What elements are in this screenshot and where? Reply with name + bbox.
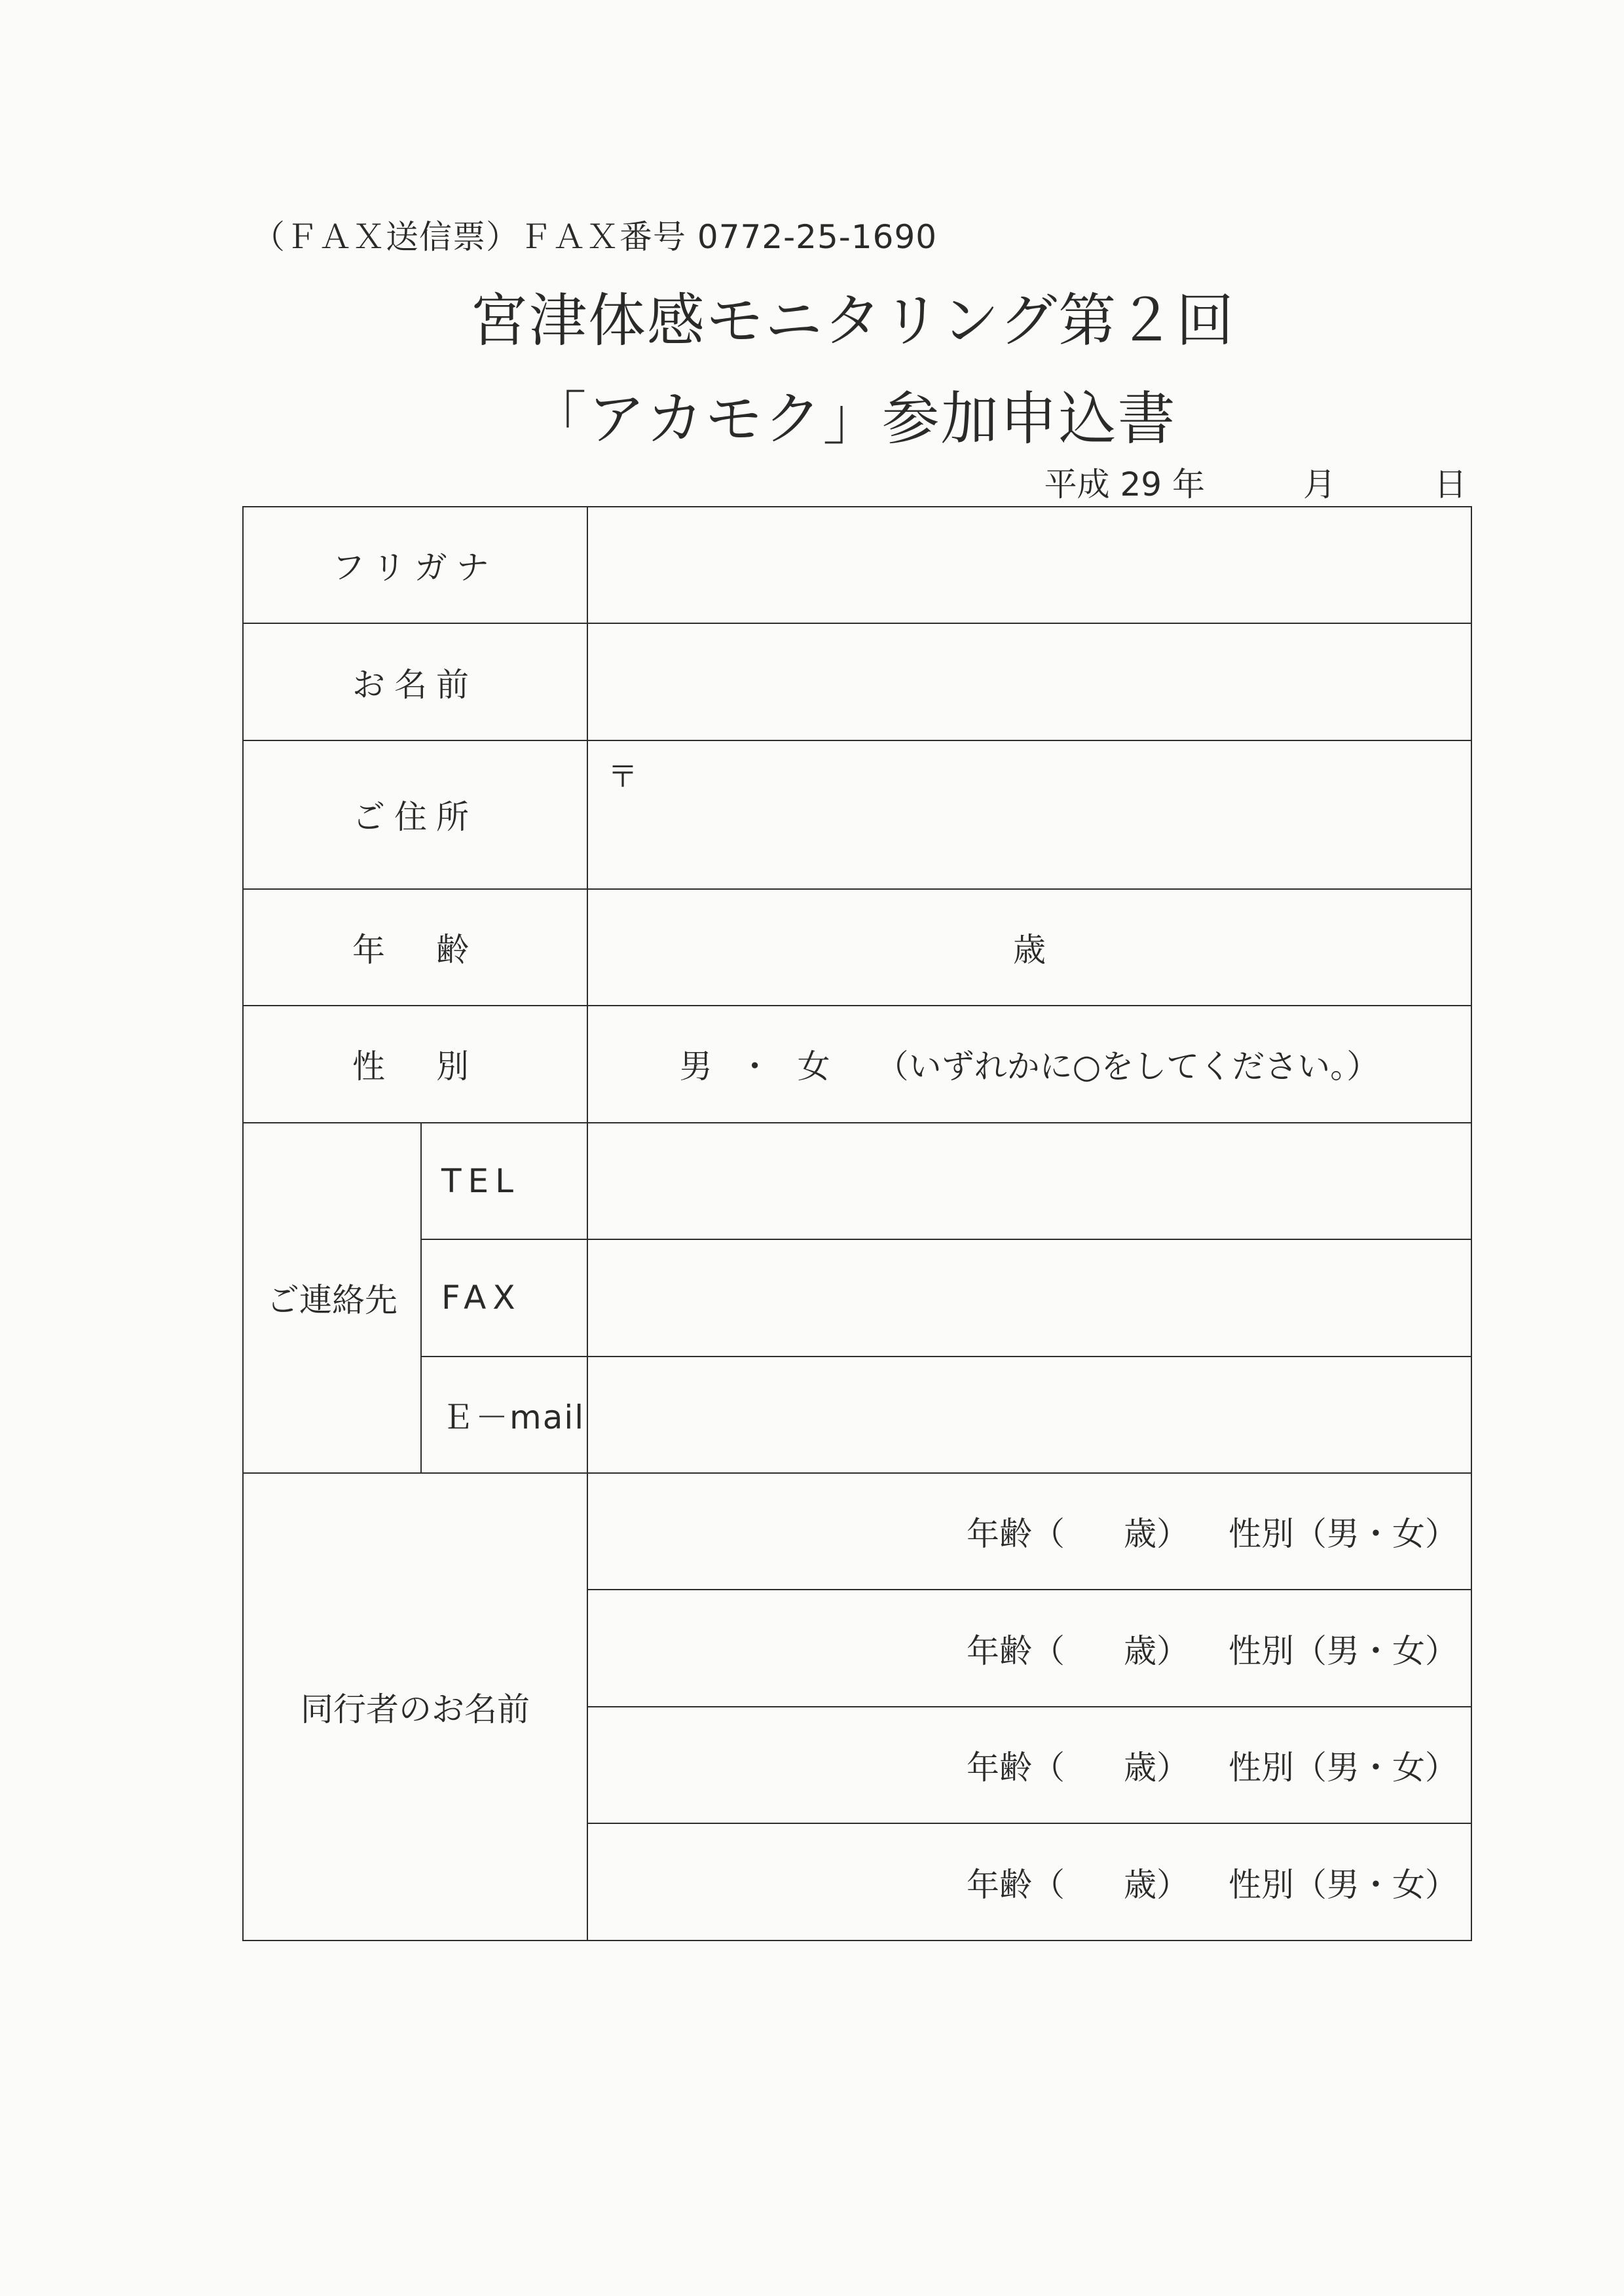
name-label: お名前 (243, 623, 587, 740)
furigana-label: フリガナ (243, 507, 587, 623)
page-title: 宮津体感モニタリング第２回 (470, 287, 1236, 354)
sex-male-option[interactable]: 男 (679, 1048, 712, 1086)
companion-sex: 性別（男・女） (1228, 1749, 1458, 1787)
companion-age: 年齢（ 歳） (967, 1515, 1189, 1554)
fax-header: （ＦＡＸ送信票）ＦＡＸ番号 0772-25-1690 (252, 218, 938, 256)
companion-row[interactable] (587, 1590, 1471, 1706)
companion-label: 同行者のお名前 (243, 1473, 587, 1941)
date-day: 日 (1434, 465, 1467, 503)
page-subtitle: 「アカモク」参加申込書 (528, 385, 1177, 452)
email-field[interactable] (587, 1357, 1471, 1473)
companion-sex: 性別（男・女） (1228, 1631, 1458, 1670)
companion-sex: 性別（男・女） (1228, 1515, 1458, 1554)
tel-field[interactable] (587, 1123, 1471, 1239)
companion-row[interactable] (587, 1823, 1471, 1941)
date-month: 月 (1303, 465, 1336, 503)
companion-row[interactable] (587, 1473, 1471, 1590)
application-form (242, 506, 1472, 1941)
companion-age: 年齢（ 歳） (967, 1865, 1189, 1904)
fax-field[interactable] (587, 1239, 1471, 1356)
date-year: 平成 29 年 (1044, 465, 1205, 503)
fax-label: FAX (421, 1239, 587, 1356)
age-field[interactable] (587, 889, 1471, 1006)
email-label: Ｅ－mail (421, 1357, 587, 1473)
sex-field[interactable] (587, 1006, 1471, 1122)
companion-row[interactable] (587, 1707, 1471, 1823)
companion-age: 年齢（ 歳） (967, 1631, 1189, 1670)
sex-separator: ・ (738, 1048, 771, 1086)
postal-mark: 〒 (608, 758, 638, 794)
sex-female-option[interactable]: 女 (797, 1048, 830, 1086)
date-line (1031, 458, 1467, 505)
furigana-field[interactable] (587, 507, 1471, 623)
contact-label: ご連絡先 (243, 1123, 421, 1473)
companion-age: 年齢（ 歳） (967, 1749, 1189, 1787)
age-label: 年 齢 (243, 889, 587, 1006)
name-field[interactable] (587, 623, 1471, 740)
sex-label: 性 別 (243, 1006, 587, 1122)
address-field[interactable] (587, 740, 1471, 889)
companion-sex: 性別（男・女） (1228, 1865, 1458, 1904)
age-unit: 歳 (1013, 930, 1046, 969)
sex-note: （いずれかに○をしてください。） (876, 1048, 1380, 1086)
tel-label: TEL (421, 1123, 587, 1239)
address-label: ご住所 (243, 740, 587, 889)
